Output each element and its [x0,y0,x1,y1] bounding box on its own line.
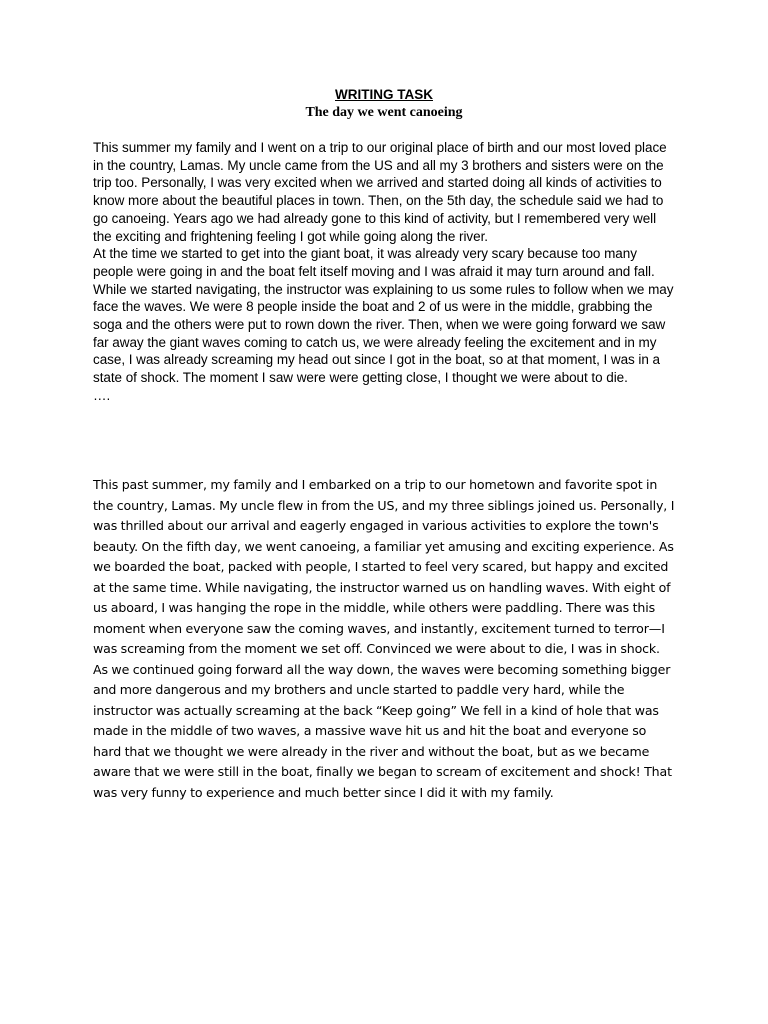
draft-ellipsis: …. [93,387,111,403]
final-paragraph: This past summer, my family and I embarked on a trip to our hometown and favorite spot in the country, Lamas. My uncle flew in from the US, and my three siblings joined us. Personally, I was thrilled about our arrival and eagerly engaged in various activities to explore the town's beauty. On the fifth day, we went canoeing, a familiar yet amusing and exciting experience. As we boarded the boat, packed with people, I started to feel very scared, but happy and excited at the same time. While navigating, the instructor warned us on handling waves. With eight of us aboard, I was hanging the rope in the middle, while others were paddling. There was this moment when everyone saw the coming waves, and instantly, excitement turned to terror—I was screaming from the moment we set off. Convinced we were about to die, I was in shock. As we continued going forward all the way down, the waves were becoming something bigger and more dangerous and my brothers and uncle started to paddle very hard, while the instructor was actually screaming at the back “Keep going” We fell in a kind of hole that was made in the middle of two waves, a massive wave hit us and hit the boat and everyone so hard that we thought we were already in the river and without the boat, but as we became aware that we were still in the boat, finally we began to scream of excitement and shock! That was very funny to experience and much better since I did it with my family. [93,477,675,800]
document-title: WRITING TASK [335,87,433,102]
document-subtitle: The day we went canoeing [305,105,463,120]
final-text [93,475,677,803]
draft-paragraph-3: While we started navigating, the instructor was explaining to us some rules to follow when we may face the waves. We were 8 people inside the boat and 2 of us were in the middle, grabbing the soga and the others were put to rown down the river. Then, when we were going forward we saw far away the giant waves coming to catch us, we were already feeling the excitement and in my case, I was already screaming my head out since I got in the boat, so at that moment, I was in a state of shock. The moment I saw were were getting close, I thought we were about to die. [93,281,674,386]
draft-paragraph-1: This summer my family and I went on a trip to our original place of birth and our most loved place in the country, Lamas. My uncle came from the US and all my 3 brothers and sisters were on the trip too. Personally, I was very excited when we arrived and started doing all kinds of activities to know more about the beautiful places in town. Then, on the 5th day, the schedule said we had to go canoeing. Years ago we had already gone to this kind of activity, but I remembered very well the exciting and frightening feeling I got while going along the river. [93,140,667,244]
document-header [0,87,768,122]
draft-text [93,139,677,405]
draft-paragraph-2: At the time we started to get into the giant boat, it was already very scary because too many people were going in and the boat felt itself moving and I was afraid it may turn around and fall. [93,246,655,279]
